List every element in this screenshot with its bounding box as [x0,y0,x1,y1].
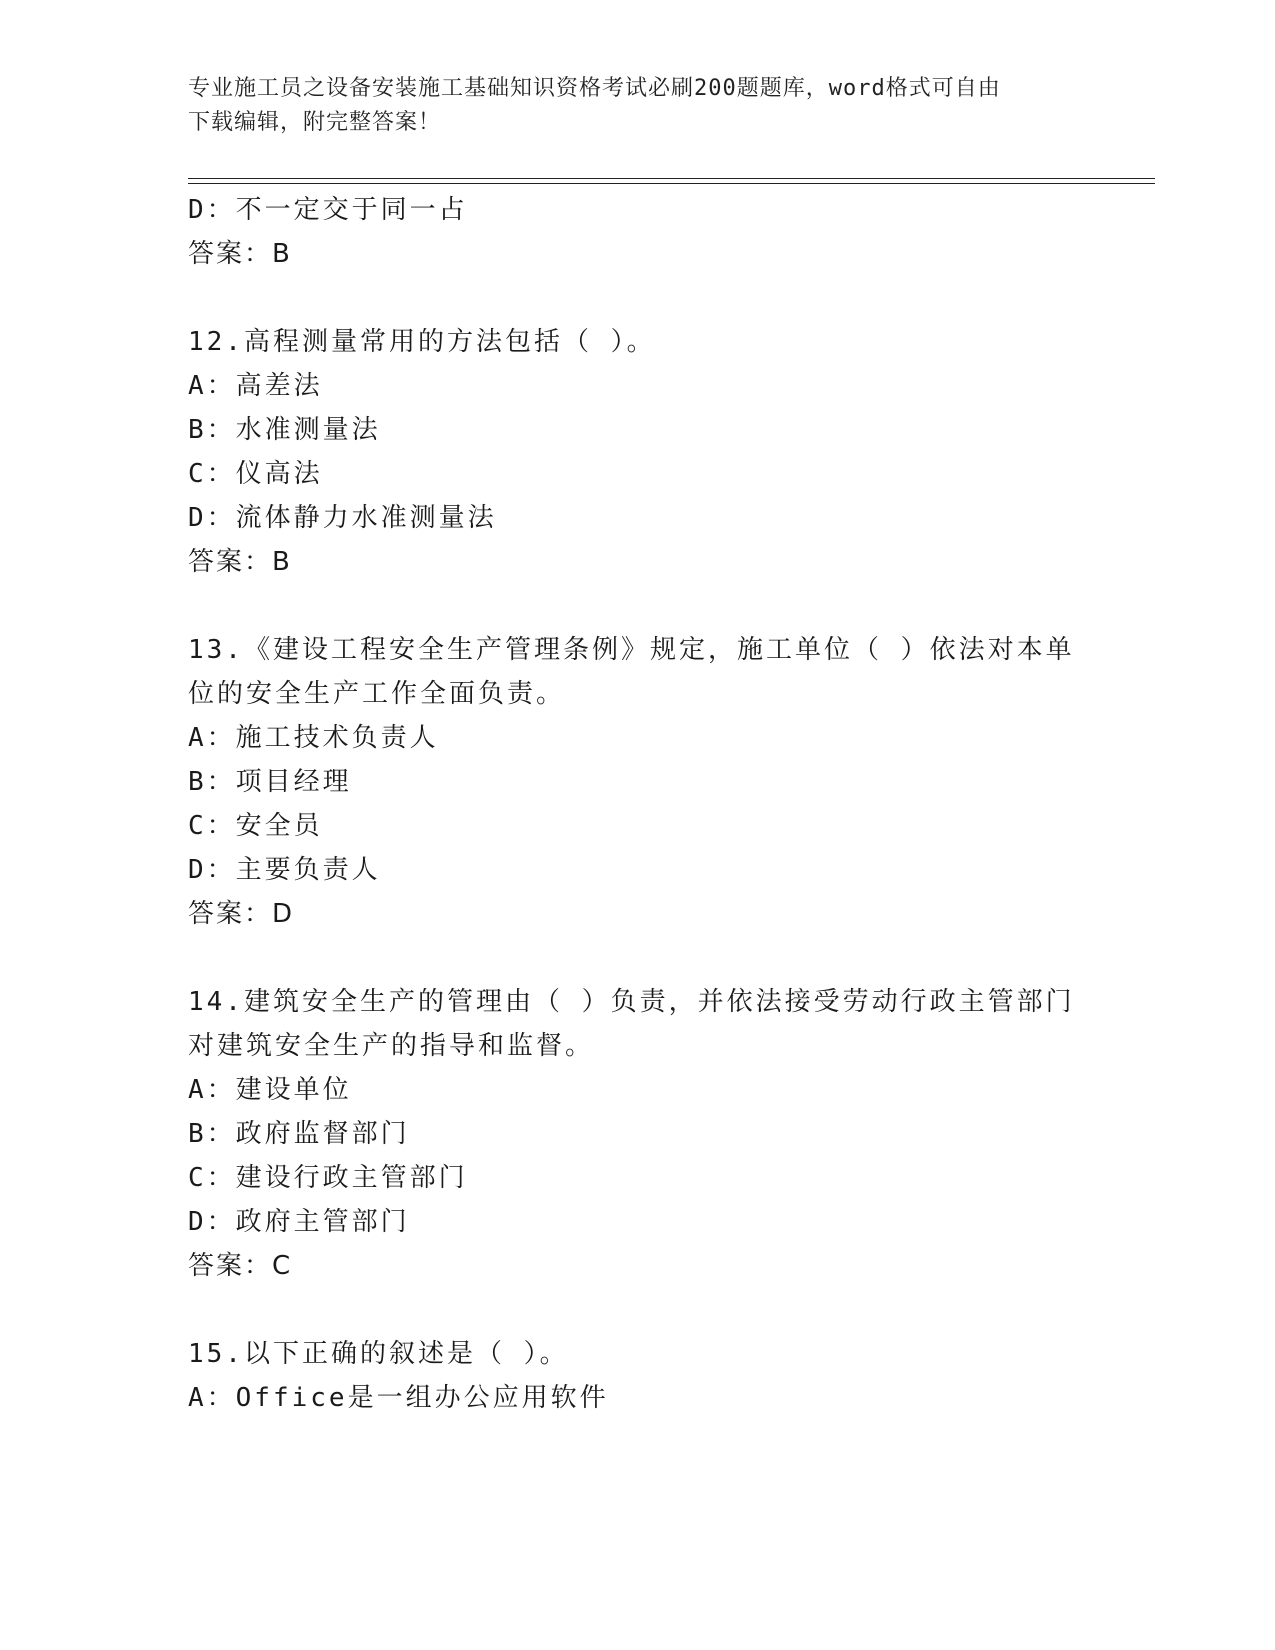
question-12-answer: 答案：B [188,547,292,577]
question-13-stem-line-2: 位的安全生产工作全面负责。 [188,679,566,709]
question-14-answer: 答案：C [188,1251,293,1281]
header-line-1: 专业施工员之设备安装施工基础知识资格考试必刷200题题库，word格式可自由 [188,76,1001,101]
question-13-answer: 答案：D [188,899,295,929]
question-13-option-b: B：项目经理 [188,767,352,797]
question-12-stem: 12.高程测量常用的方法包括（ ）。 [188,327,656,357]
question-13-option-c: C：安全员 [188,811,323,841]
question-12-option-a: A：高差法 [188,371,323,401]
question-15-option-a: A：Office是一组办公应用软件 [188,1383,609,1413]
question-14-option-b: B：政府监督部门 [188,1119,410,1149]
question-14-stem-line-1: 14.建筑安全生产的管理由（ ）负责，并依法接受劳动行政主管部门 [188,987,1075,1017]
question-13-stem-line-1: 13.《建设工程安全生产管理条例》规定，施工单位（ ）依法对本单 [188,635,1075,665]
question-12-option-d: D：流体静力水准测量法 [188,503,497,533]
question-12-option-c: C：仪高法 [188,459,323,489]
question-13-option-a: A：施工技术负责人 [188,723,439,753]
question-15-stem: 15.以下正确的叙述是（ ）。 [188,1339,569,1369]
question-14-stem-line-2: 对建筑安全生产的指导和监督。 [188,1031,595,1061]
question-14-option-c: C：建设行政主管部门 [188,1163,468,1193]
prev-question-option-d: D：不一定交于同一占 [188,195,468,225]
question-13-option-d: D：主要负责人 [188,855,381,885]
document-header [188,72,1078,140]
header-rule-top [188,178,1155,179]
question-12-option-b: B：水准测量法 [188,415,381,445]
question-14-option-a: A：建设单位 [188,1075,352,1105]
prev-question-answer: 答案：B [188,239,292,269]
header-line-2: 下载编辑，附完整答案！ [188,110,442,135]
header-rule-bottom [188,183,1155,184]
question-14-option-d: D：政府主管部门 [188,1207,410,1237]
